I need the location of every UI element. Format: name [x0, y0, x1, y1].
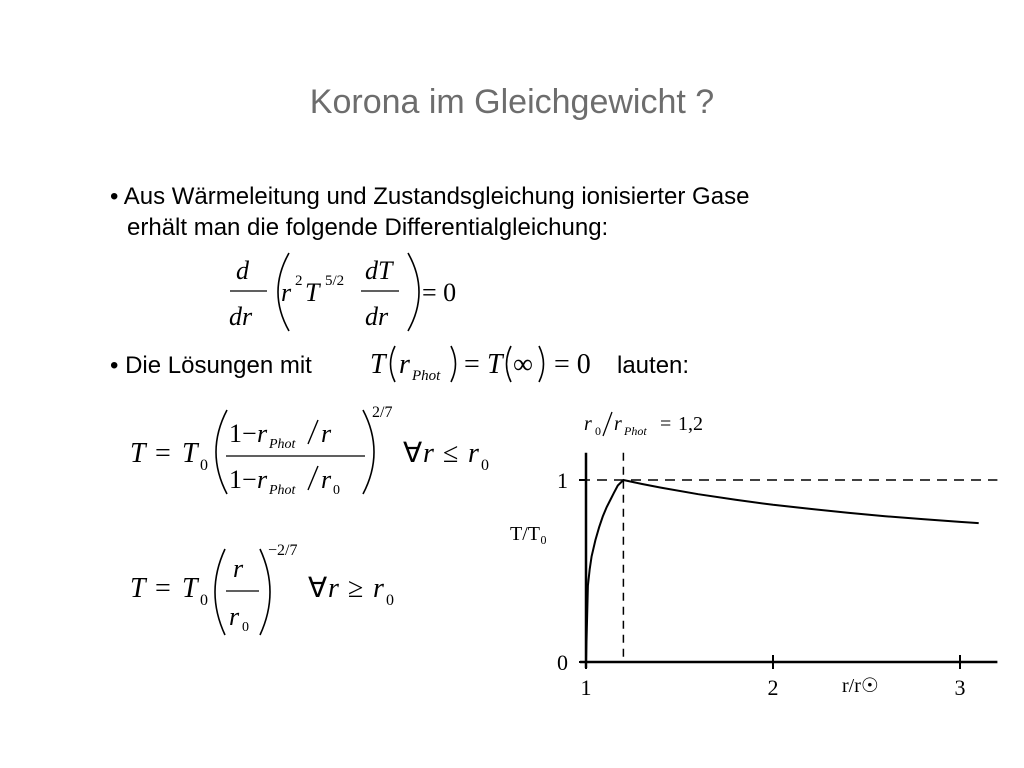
svg-text:0: 0: [386, 592, 394, 609]
svg-text:r: r: [257, 419, 268, 448]
svg-text:dr: dr: [229, 302, 253, 331]
bullet-1-line-1: • Aus Wärmeleitung und Zustandsgleichung ionisierter Gase: [110, 183, 750, 210]
bullet-1-line-2: erhält man die folgende Differentialgleichung:: [127, 214, 609, 241]
svg-text:0: 0: [242, 620, 249, 635]
svg-text:−2/7: −2/7: [268, 542, 298, 559]
svg-text:∀: ∀: [403, 438, 423, 469]
svg-text:T: T: [487, 349, 503, 380]
svg-text:0: 0: [481, 457, 489, 474]
svg-text:1,2: 1,2: [678, 413, 703, 435]
y-tick-label-0: 0: [557, 650, 568, 675]
svg-text:=: =: [660, 413, 672, 435]
svg-text:=: =: [155, 438, 171, 469]
chart-annotation: [584, 412, 703, 438]
bullet-2-prefix: • Die Lösungen mit: [110, 352, 312, 379]
inner-solution-equation: [125, 398, 505, 508]
svg-text:r: r: [281, 278, 292, 307]
svg-text:∀: ∀: [308, 573, 328, 604]
svg-text:Phot: Phot: [412, 368, 441, 384]
svg-text:d: d: [236, 256, 249, 285]
svg-text:r: r: [328, 573, 339, 604]
svg-text:r: r: [321, 419, 332, 448]
svg-text:0: 0: [595, 424, 601, 438]
svg-text:r: r: [423, 438, 434, 469]
svg-text:Phot: Phot: [269, 437, 296, 452]
x-tick-label-3: 3: [954, 675, 966, 700]
svg-text:T: T: [182, 573, 198, 604]
svg-text:dT: dT: [365, 256, 393, 285]
differential-equation: [215, 245, 495, 340]
bullet-2-suffix: lauten:: [617, 352, 690, 379]
x-tick-label-2: 2: [767, 675, 779, 700]
x-axis-label: r/r☉: [842, 675, 879, 697]
svg-text:1−: 1−: [229, 465, 257, 494]
svg-text:5/2: 5/2: [325, 273, 345, 289]
svg-text:0: 0: [200, 457, 208, 474]
svg-text:= 0: = 0: [554, 349, 591, 380]
svg-text:r: r: [233, 554, 244, 583]
svg-text:r: r: [321, 465, 332, 494]
outer-solution-equation: [125, 537, 415, 642]
svg-text:0: 0: [333, 483, 340, 498]
temperature-profile-chart: [500, 400, 1000, 710]
svg-text:1−: 1−: [229, 419, 257, 448]
svg-text:T: T: [370, 349, 386, 380]
svg-text:T: T: [182, 438, 198, 469]
svg-text:=: =: [464, 349, 480, 380]
svg-text:r: r: [614, 413, 622, 435]
svg-text:≥: ≥: [348, 573, 364, 604]
svg-text:dr: dr: [365, 302, 389, 331]
svg-text:T: T: [305, 278, 320, 307]
boundary-condition-equation: [365, 338, 610, 388]
y-tick-label-1: 1: [557, 468, 568, 493]
svg-text:r: r: [584, 413, 592, 435]
svg-text:≤: ≤: [443, 438, 459, 469]
svg-text:T: T: [130, 573, 146, 604]
svg-text:0: 0: [200, 592, 208, 609]
svg-text:r: r: [373, 573, 384, 604]
svg-text:Phot: Phot: [269, 483, 296, 498]
svg-text:r: r: [229, 602, 240, 631]
svg-text:=: =: [155, 573, 171, 604]
svg-text:T: T: [130, 438, 146, 469]
svg-text:r: r: [468, 438, 479, 469]
svg-text:Phot: Phot: [624, 424, 647, 438]
svg-text:2: 2: [295, 273, 303, 289]
x-tick-label-1: 1: [580, 675, 592, 700]
y-axis-label: T/T₀: [510, 523, 547, 545]
svg-text:2/7: 2/7: [372, 404, 393, 421]
temperature-curve: [586, 480, 979, 662]
svg-text:r: r: [399, 349, 410, 380]
svg-text:r: r: [257, 465, 268, 494]
page-title: Korona im Gleichgewicht ?: [309, 83, 715, 121]
svg-text:= 0: = 0: [422, 278, 457, 307]
svg-text:∞: ∞: [513, 349, 533, 380]
